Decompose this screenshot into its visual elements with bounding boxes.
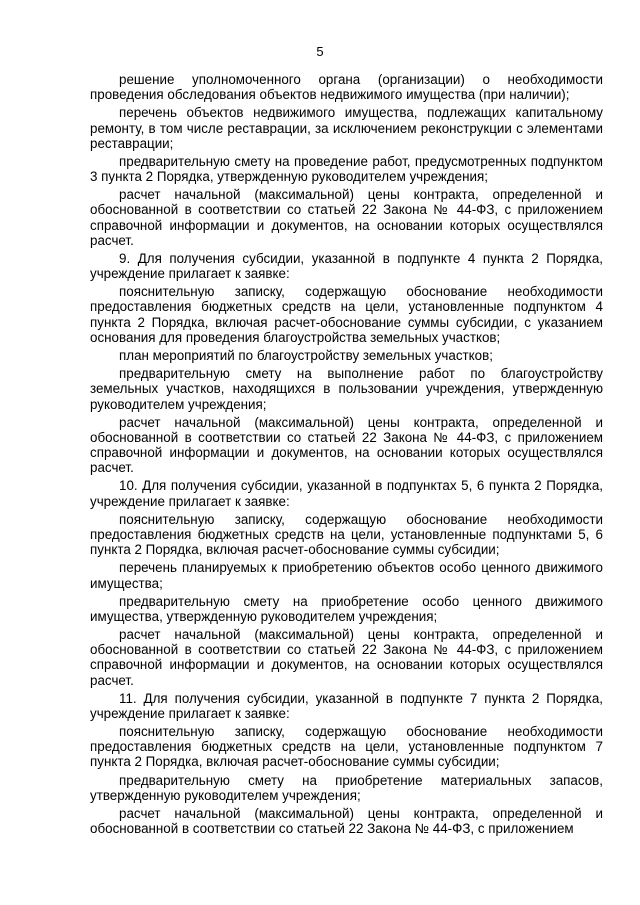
paragraph-clause-11: 11. Для получения субсидии, указанной в подпункте 7 пункта 2 Порядка, учреждение прилагает к заявке: — [90, 690, 603, 721]
paragraph: расчет начальной (максимальной) цены контракта, определенной и обоснованной в соответствии со статьей 22 Закона № 44-ФЗ, с приложением — [90, 805, 603, 837]
paragraph: решение уполномоченного органа (организации) о необходимости проведения обследования объектов недвижимого имущества (при наличии); — [90, 72, 603, 103]
paragraph: предварительную смету на проведение работ, предусмотренных подпунктом 3 пункта 2 Порядка, утвержденную руководителем учреждения; — [90, 153, 603, 185]
paragraph: план мероприятий по благоустройству земельных участков; — [119, 348, 493, 364]
paragraph: пояснительную записку, содержащую обоснование необходимости предоставления бюджетных средств на цели, установленные подпунктом 7 пункта 2 Порядка, включая расчет-обоснование суммы субсидии; — [90, 723, 603, 770]
paragraph: пояснительную записку, содержащую обоснование необходимости предоставления бюджетных средств на цели, установленные подпунктами 5, 6 пункта 2 Порядка, включая расчет-обоснование суммы субсидии; — [90, 511, 603, 558]
paragraph: предварительную смету на приобретение материальных запасов, утвержденную руководителем учреждения; — [90, 772, 603, 803]
page-number: 5 — [316, 44, 324, 59]
paragraph-clause-10: 10. Для получения субсидии, указанной в подпунктах 5, 6 пункта 2 Порядка, учреждение прилагает к заявке: — [90, 478, 603, 509]
paragraph-clause-9: 9. Для получения субсидии, указанной в подпункте 4 пункта 2 Порядка, учреждение прилагает к заявке: — [90, 250, 603, 282]
paragraph: предварительную смету на приобретение особо ценного движимого имущества, утвержденную руководителем учреждения; — [90, 593, 603, 624]
paragraph: расчет начальной (максимальной) цены контракта, определенной и обоснованной в соответствии со статьей 22 Закона № 44-ФЗ, с приложением справочной информации и документов, на основании которых осуществлялся расчет. — [90, 626, 603, 688]
paragraph: перечень объектов недвижимого имущества, подлежащих капитальному ремонту, в том числе реставрации, за исключением реконструкции с элементами реставрации; — [90, 105, 603, 151]
document-body — [90, 72, 603, 836]
paragraph: предварительную смету на выполнение работ по благоустройству земельных участков, находящихся в пользовании учреждения, утвержденную руководителем учреждения; — [90, 366, 603, 412]
paragraph: расчет начальной (максимальной) цены контракта, определенной и обоснованной в соответствии со статьей 22 Закона № 44-ФЗ, с приложением справочной информации и документов, на основании которых осуществлялся расчет. — [90, 187, 603, 248]
paragraph: пояснительную записку, содержащую обоснование необходимости предоставления бюджетных средств на цели, установленные подпунктом 4 пункта 2 Порядка, включая расчет-обоснование суммы субсидии, с указанием основания для проведения благоустройства земельных участков; — [90, 284, 603, 345]
paragraph: расчет начальной (максимальной) цены контракта, определенной и обоснованной в соответствии со статьей 22 Закона № 44-ФЗ, с приложением справочной информации и документов, на основании которых осуществлялся расчет. — [90, 414, 603, 476]
paragraph: перечень планируемых к приобретению объектов особо ценного движимого имущества; — [90, 560, 603, 591]
